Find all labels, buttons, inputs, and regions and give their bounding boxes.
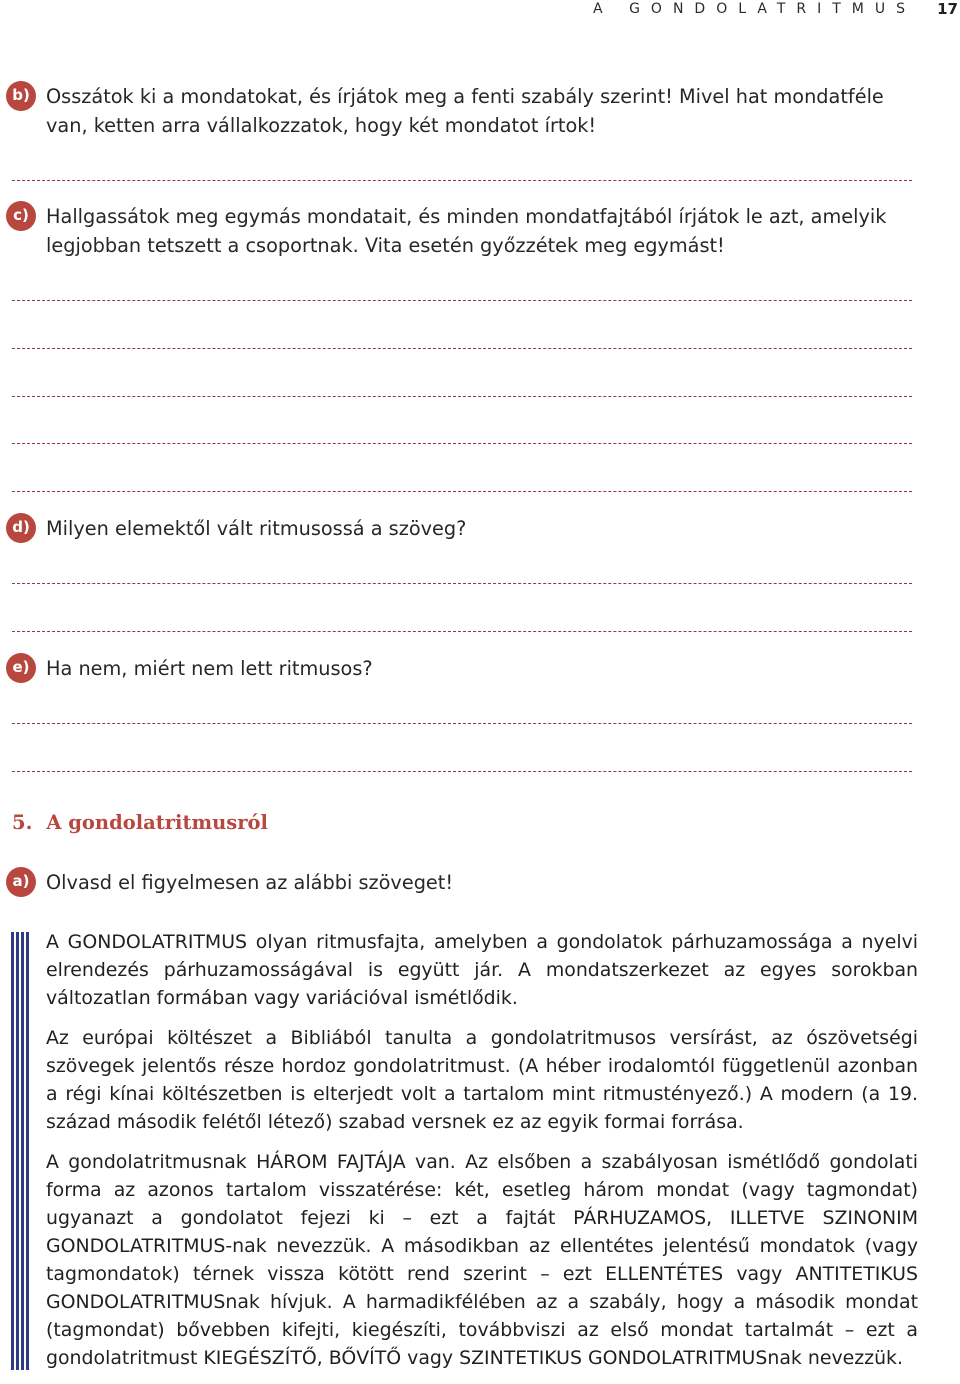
task-c-text: Hallgassátok meg egymás mondatait, és minden mondatfajtából írjátok le azt, amelyik legjobban tetszett a csoportnak. Vita esetén győzzétek meg egymást!: [46, 205, 887, 257]
section-heading: [12, 811, 268, 834]
task-d-badge: d): [6, 513, 36, 543]
running-title: A GONDOLATRITMUS: [593, 1, 916, 17]
answer-line[interactable]: [12, 348, 912, 349]
reading-paragraph-2: Az európai költészet a Bibliából tanulta a gondolatritmusos versírást, az ószövetségi szövegek jelentős része hordoz gondolatritmust. (A héber irodalomtól függetlenül azonban a régi kínai költészetben is elterjedt volt a tartalom mint ritmustényező.) A modern (a 19. század második felétől létező) szabad versnek ez az egyik formai forrása.: [46, 1027, 918, 1133]
task-e-badge: e): [6, 653, 36, 683]
reading-sidebar-bar: [11, 932, 29, 1370]
task-d-text: Milyen elemektől vált ritmusossá a szöveg?: [46, 517, 467, 540]
answer-line[interactable]: [12, 583, 912, 584]
reading-paragraph-1: A GONDOLATRITMUS olyan ritmusfajta, amelyben a gondolatok párhuzamossága a nyelvi elrendezés párhuzamosságával is együtt jár. A mondatszerkezet az egyes sorokban változatlan formában vagy variációval ismétlődik.: [46, 931, 918, 1009]
task-c-badge: c): [6, 201, 36, 231]
section-number: 5.: [12, 811, 33, 834]
task-a-text: Olvasd el figyelmesen az alábbi szöveget!: [46, 871, 454, 894]
section-title: A gondolatritmusról: [46, 811, 268, 834]
answer-line[interactable]: [12, 631, 912, 632]
task-b-badge: b): [6, 81, 36, 111]
task-e-text: Ha nem, miért nem lett ritmusos?: [46, 657, 373, 680]
task-b-text: Osszátok ki a mondatokat, és írjátok meg a fenti szabály szerint! Mivel hat mondatféle van, ketten arra vállalkozzatok, hogy két mondatot írtok!: [46, 85, 884, 137]
answer-line[interactable]: [12, 300, 912, 301]
answer-line[interactable]: [12, 443, 912, 444]
answer-line[interactable]: [12, 396, 912, 397]
task-a-badge: a): [6, 867, 36, 897]
reading-paragraph-3: A gondolatritmusnak HÁROM FAJTÁJA van. Az elsőben a szabályosan ismétlődő gondolati forma az azonos tartalom visszatérése: két, esetleg három mondat (vagy tagmondat) ugyanazt a gondolatot fejezi ki – ezt a fajtát PÁRHUZAMOS, ILLETVE SZINONIM GONDOLATRITMUS-nak nevezzük. A másodikban az ellentétes jelentésű mondatok (vagy tagmondatok) térnek vissza kötött rend szerint – ezt ELLENTÉTES vagy ANTITETIKUS GONDOLATRITMUSnak hívjuk. A harmadikfélében az a szabály, hogy a második mondat (tagmondat) bővebben kifejti, kiegészíti, továbbviszi az első mondat tartalmát – ezt a gondolatritmust KIEGÉSZÍTŐ, BŐVÍTŐ vagy SZINTETIKUS GONDOLATRITMUSnak nevezzük.: [46, 1151, 918, 1369]
answer-line[interactable]: [12, 723, 912, 724]
answer-line[interactable]: [12, 180, 912, 181]
running-header: [0, 0, 960, 22]
answer-line[interactable]: [12, 771, 912, 772]
page-number: 17: [937, 0, 958, 18]
answer-line[interactable]: [12, 491, 912, 492]
reading-passage: [46, 928, 918, 1384]
